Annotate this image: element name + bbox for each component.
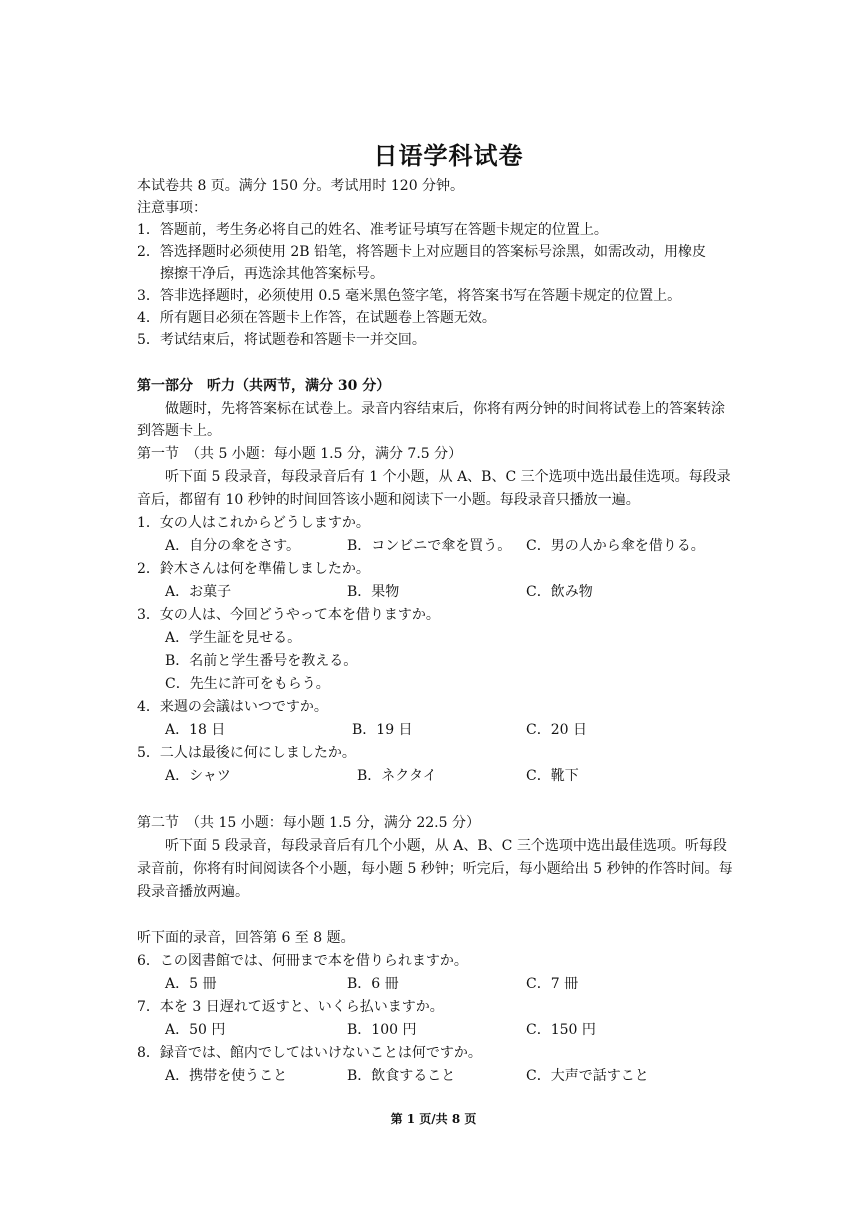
- q1-option-c: C．男の人から傘を借りる。: [526, 538, 705, 554]
- section2-heading: 第二节 （共 15 小题：每小题 1.5 分，满分 22.5 分）: [137, 815, 480, 831]
- q5-option-b: B．ネクタイ: [357, 768, 437, 784]
- question-4: 4．来週の会議はいつですか。: [137, 699, 328, 715]
- q4-option-c: C．20 日: [526, 722, 587, 738]
- part1-heading: 第一部分 听力（共两节，满分 30 分）: [137, 378, 391, 394]
- section2-description: 听下面 5 段录音，每段录音后有几个小题，从 A、B、C 三个选项中选出最佳选项。听每段: [165, 838, 727, 854]
- part1-description: 到答题卡上。: [137, 423, 221, 439]
- q2-option-a: A．お菓子: [165, 584, 232, 600]
- question-7: 7．本を 3 日遅れて返すと、いくら払いますか。: [137, 999, 444, 1015]
- notice-item: 3．答非选择题时，必须使用 0.5 毫米黑色签字笔，将答案书写在答题卡规定的位置上。: [137, 288, 682, 304]
- q3-option-c: C．先生に許可をもらう。: [165, 676, 330, 692]
- q8-option-b: B．飲食すること: [347, 1068, 456, 1084]
- notice-item: 4．所有题目必须在答题卡上作答，在试题卷上答题无效。: [137, 310, 496, 326]
- section1-description: 听下面 5 段录音，每段录音后有 1 个小题，从 A、B、C 三个选项中选出最佳选项。每段录: [165, 469, 731, 485]
- section1-heading: 第一节 （共 5 小题：每小题 1.5 分，满分 7.5 分）: [137, 446, 463, 462]
- section2-instruction: 听下面的录音，回答第 6 至 8 题。: [137, 930, 355, 946]
- question-5: 5．二人は最後に何にしましたか。: [137, 745, 356, 761]
- q2-option-b: B．果物: [347, 584, 400, 600]
- part1-description: 做题时，先将答案标在试卷上。录音内容结束后，你将有两分钟的时间将试卷上的答案转涂: [165, 401, 725, 417]
- question-8: 8．録音では、館内でしてはいけないことは何ですか。: [137, 1045, 482, 1061]
- notice-item: 5．考试结束后，将试题卷和答题卡一并交回。: [137, 332, 426, 348]
- question-6: 6．この図書館では、何冊まで本を借りられますか。: [137, 953, 468, 969]
- q8-option-c: C．大声で話すこと: [526, 1068, 649, 1084]
- q6-option-a: A．5 冊: [165, 976, 217, 992]
- q1-option-b: B．コンビニで傘を買う。: [347, 538, 512, 554]
- page-title: 日语学科试卷: [373, 141, 524, 170]
- q4-option-b: B．19 日: [352, 722, 413, 738]
- intro-text: 本试卷共 8 页。满分 150 分。考试用时 120 分钟。: [137, 178, 465, 194]
- q6-option-b: B．6 冊: [347, 976, 399, 992]
- section2-description: 录音前，你将有时间阅读各个小题，每小题 5 秒钟；听完后，每小题给出 5 秒钟的作答时间。每: [137, 861, 733, 877]
- q7-option-c: C．150 円: [526, 1022, 596, 1038]
- section1-description: 音后，都留有 10 秒钟的时间回答该小题和阅读下一小题。每段录音只播放一遍。: [137, 492, 640, 508]
- q7-option-a: A．50 円: [165, 1022, 226, 1038]
- q5-option-c: C．靴下: [526, 768, 579, 784]
- question-1: 1．女の人はこれからどうしますか。: [137, 515, 370, 531]
- q8-option-a: A．携帯を使うこと: [165, 1068, 288, 1084]
- notice-item: 2．答选择题时必须使用 2B 铅笔，将答题卡上对应题目的答案标号涂黑，如需改动，用橡皮: [137, 244, 707, 260]
- question-2: 2．鈴木さんは何を準備しましたか。: [137, 561, 370, 577]
- notice-item-continued: 擦擦干净后，再选涂其他答案标号。: [160, 266, 384, 282]
- q4-option-a: A．18 日: [165, 722, 226, 738]
- notice-item: 1．答题前，考生务必将自己的姓名、准考证号填写在答题卡规定的位置上。: [137, 222, 608, 238]
- q5-option-a: A．シャツ: [165, 768, 231, 784]
- q7-option-b: B．100 円: [347, 1022, 417, 1038]
- q3-option-b: B．名前と学生番号を教える。: [165, 653, 358, 669]
- q3-option-a: A．学生証を見せる。: [165, 630, 302, 646]
- notice-heading: 注意事项：: [137, 200, 207, 216]
- q2-option-c: C．飲み物: [526, 584, 593, 600]
- section2-description: 段录音播放两遍。: [137, 884, 249, 900]
- question-3: 3．女の人は、今回どうやって本を借りますか。: [137, 607, 440, 623]
- q1-option-a: A．自分の傘をさす。: [165, 538, 300, 554]
- page-number: 第 1 页/共 8 页: [390, 1112, 477, 1126]
- q6-option-c: C．7 冊: [526, 976, 579, 992]
